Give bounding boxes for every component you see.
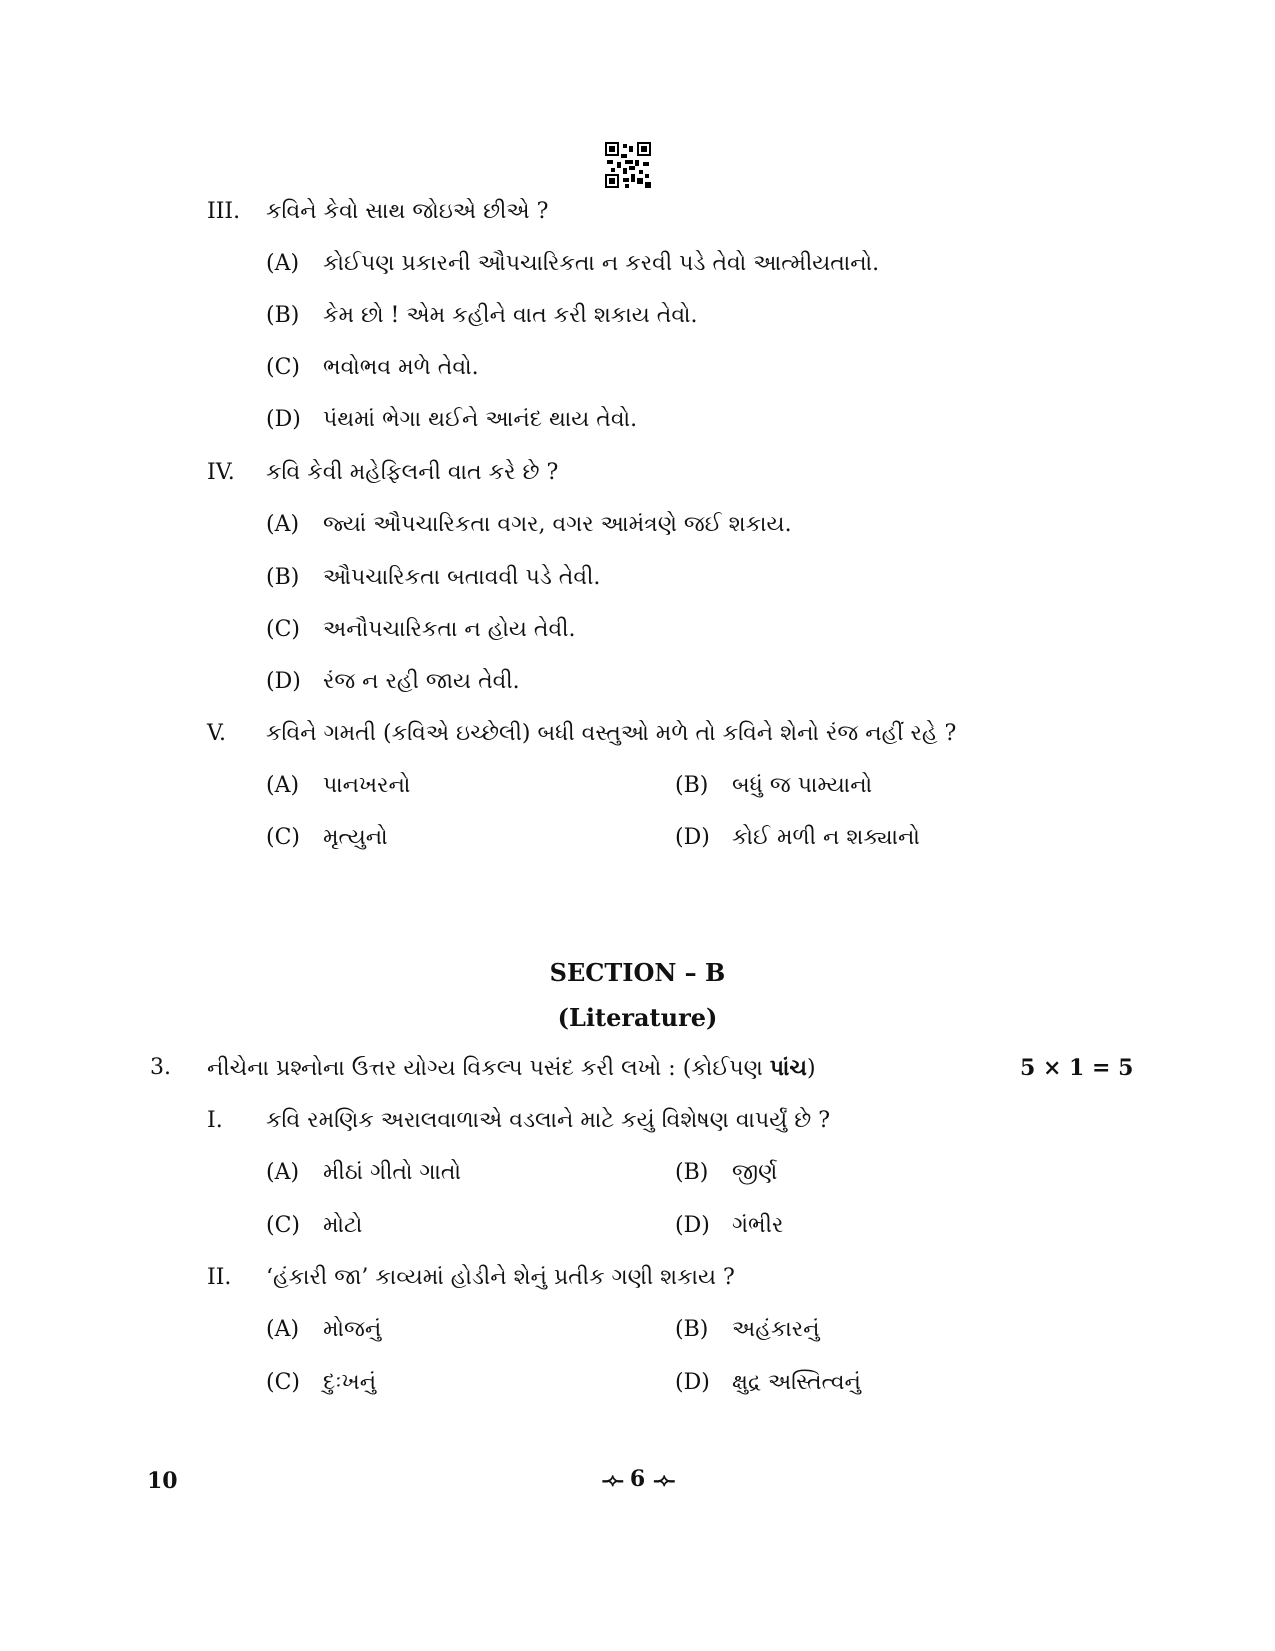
option-label: (B) bbox=[675, 1160, 709, 1185]
option-text: જ્યાં ઔપચારિકતા વગર, વગર આમંત્રણે જઈ શકાય. bbox=[323, 512, 792, 537]
option-label: (D) bbox=[266, 407, 301, 432]
paper-code: 10 bbox=[147, 1468, 178, 1494]
qr-code-icon bbox=[605, 142, 651, 188]
question-number: I. bbox=[207, 1108, 223, 1133]
option-text: પંથમાં ભેગા થઈને આનંદ થાય તેવો. bbox=[323, 407, 638, 432]
ornament-left-icon: -⟡- bbox=[601, 1470, 623, 1491]
option-text: જીર્ણ bbox=[732, 1160, 778, 1185]
question-text: કવિને કેવો સાથ જોઇએ છીએ ? bbox=[266, 199, 549, 224]
option-text: મોજનું bbox=[323, 1317, 382, 1342]
question-text: કવિ રમણિક અરાલવાળાએ વડલાને માટે કયું વિશેષણ વાપર્યું છે ? bbox=[266, 1108, 830, 1133]
option-text: ક્ષુદ્ર અસ્તિત્વનું bbox=[732, 1370, 861, 1395]
question-number: 3. bbox=[150, 1055, 171, 1080]
option-label: (D) bbox=[675, 1370, 710, 1395]
option-label: (D) bbox=[675, 825, 710, 850]
question-number: V. bbox=[207, 721, 227, 746]
option-label: (B) bbox=[675, 773, 709, 798]
option-label: (C) bbox=[266, 1213, 300, 1238]
question-emphasis: પાંચ bbox=[769, 1055, 808, 1081]
option-label: (C) bbox=[266, 1370, 300, 1395]
option-label: (A) bbox=[266, 1317, 300, 1342]
option-label: (B) bbox=[266, 565, 300, 590]
option-text: કોઈ મળી ન શક્યાનો bbox=[732, 825, 920, 850]
option-text: મૃત્યુનો bbox=[323, 825, 388, 850]
option-label: (C) bbox=[266, 355, 300, 380]
option-label: (A) bbox=[266, 773, 300, 798]
option-text: મોટો bbox=[323, 1213, 363, 1238]
option-label: (A) bbox=[266, 251, 300, 276]
question-text: નીચેના પ્રશ્નોના ઉત્તર યોગ્ય વિકલ્પ પસંદ કરી લખો : (કોઈપણ પાંચ) bbox=[207, 1055, 816, 1081]
option-text: ગંભીર bbox=[732, 1213, 784, 1238]
section-subtitle: (Literature) bbox=[557, 1003, 718, 1032]
option-text: કેમ છો ! એમ કહીને વાત કરી શકાય તેવો. bbox=[323, 303, 698, 328]
option-label: (C) bbox=[266, 617, 300, 642]
question-number: III. bbox=[207, 199, 241, 224]
option-text: દુઃખનું bbox=[323, 1370, 377, 1395]
section-title: SECTION – B bbox=[549, 958, 726, 987]
option-text: રંજ ન રહી જાય તેવી. bbox=[323, 669, 520, 694]
option-text: પાનખરનો bbox=[323, 773, 411, 798]
marks-label: 5 × 1 = 5 bbox=[1020, 1055, 1134, 1081]
page-number-footer bbox=[0, 1466, 1275, 1492]
option-label: (D) bbox=[675, 1213, 710, 1238]
option-text: કોઈપણ પ્રકારની ઔપચારિકતા ન કરવી પડે તેવો આત્મીયતાનો. bbox=[323, 251, 880, 276]
option-text: ભવોભવ મળે તેવો. bbox=[323, 355, 479, 380]
option-text: ઔપચારિકતા બતાવવી પડે તેવી. bbox=[323, 565, 601, 590]
option-text: બધું જ પામ્યાનો bbox=[732, 773, 873, 798]
question-number: II. bbox=[207, 1265, 232, 1290]
option-label: (A) bbox=[266, 512, 300, 537]
option-label: (C) bbox=[266, 825, 300, 850]
question-text: કવિને ગમતી (કવિએ ઇચ્છેલી) બધી વસ્તુઓ મળે તો કવિને શેનો રંજ નહીં રહે ? bbox=[266, 721, 957, 746]
page-number: 6 bbox=[629, 1466, 646, 1492]
option-label: (D) bbox=[266, 669, 301, 694]
option-text: મીઠાં ગીતો ગાતો bbox=[323, 1160, 461, 1185]
option-text: અહંકારનું bbox=[732, 1317, 820, 1342]
option-label: (B) bbox=[675, 1317, 709, 1342]
question-text: ‘હંકારી જા’ કાવ્યમાં હોડીને શેનું પ્રતીક ગણી શકાય ? bbox=[266, 1265, 735, 1290]
question-text: કવિ કેવી મહેફિલની વાત કરે છે ? bbox=[266, 460, 559, 485]
question-number: IV. bbox=[207, 460, 235, 485]
option-label: (B) bbox=[266, 303, 300, 328]
ornament-right-icon: -⟡- bbox=[652, 1470, 674, 1491]
option-label: (A) bbox=[266, 1160, 300, 1185]
option-text: અનૌપચારિકતા ન હોય તેવી. bbox=[323, 617, 576, 642]
